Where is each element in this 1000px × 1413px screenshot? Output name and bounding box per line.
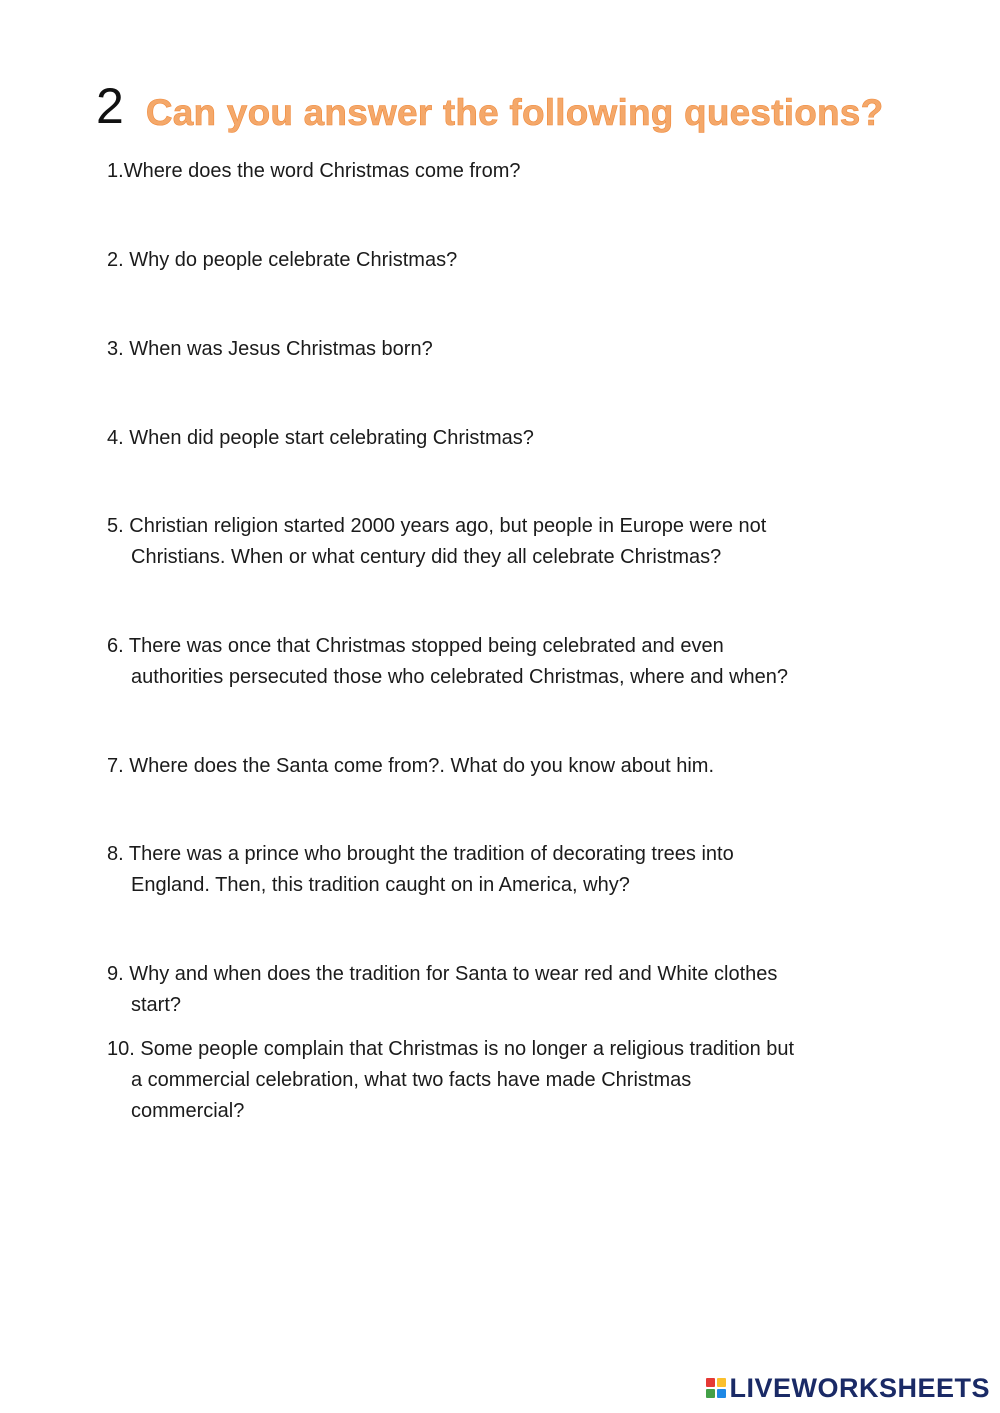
question-text-line-2: a commercial celebration, what two facts have made Christmas xyxy=(131,1069,692,1091)
question-number: 3. xyxy=(107,338,124,360)
question-8 xyxy=(107,839,867,901)
logo-square-yellow xyxy=(717,1378,726,1387)
question-1 xyxy=(107,156,867,187)
question-number: 1. xyxy=(107,160,124,182)
question-number: 7. xyxy=(107,755,124,777)
question-number: 8. xyxy=(107,843,124,865)
question-number: 5. xyxy=(107,515,124,537)
question-text-line-1: There was a prince who brought the tradition of decorating trees into xyxy=(128,843,734,865)
question-6 xyxy=(107,631,867,693)
liveworksheets-logo-icon xyxy=(706,1378,726,1398)
question-text-line-2: England. Then, this tradition caught on in America, why? xyxy=(131,874,630,896)
liveworksheets-watermark xyxy=(706,1373,990,1403)
question-text-line-3: commercial? xyxy=(131,1100,245,1122)
question-3 xyxy=(107,334,867,365)
logo-square-green xyxy=(706,1389,715,1398)
question-text-line-2: start? xyxy=(131,994,182,1016)
logo-square-blue xyxy=(717,1389,726,1398)
section-header xyxy=(96,78,883,138)
question-text-line-2: authorities persecuted those who celebrated Christmas, where and when? xyxy=(131,666,789,688)
question-text: Where does the Santa come from?. What do you know about him. xyxy=(129,755,714,777)
question-5 xyxy=(107,511,867,573)
question-number: 9. xyxy=(107,963,124,985)
question-number: 4. xyxy=(107,427,124,449)
section-number: 2 xyxy=(96,78,124,134)
question-text: Where does the word Christmas come from? xyxy=(123,160,521,182)
question-4 xyxy=(107,423,867,454)
question-text-line-1: Some people complain that Christmas is no longer a religious tradition but xyxy=(140,1038,795,1060)
question-number: 6. xyxy=(107,635,124,657)
question-7 xyxy=(107,751,867,782)
logo-square-red xyxy=(706,1378,715,1387)
section-title: Can you answer the following questions? xyxy=(145,91,884,133)
question-number: 2. xyxy=(107,249,124,271)
question-10 xyxy=(107,1034,867,1127)
question-text-line-1: There was once that Christmas stopped being celebrated and even xyxy=(128,635,724,657)
question-9 xyxy=(107,959,867,1021)
question-text: Why do people celebrate Christmas? xyxy=(129,249,458,271)
question-2 xyxy=(107,245,867,276)
question-text-line-2: Christians. When or what century did they all celebrate Christmas? xyxy=(131,546,722,568)
watermark-text: LIVEWORKSHEETS xyxy=(729,1372,990,1403)
question-number: 10. xyxy=(107,1038,135,1060)
question-text: When did people start celebrating Christmas? xyxy=(129,427,534,449)
question-text-line-1: Why and when does the tradition for Santa to wear red and White clothes xyxy=(129,963,778,985)
question-text-line-1: Christian religion started 2000 years ago, but people in Europe were not xyxy=(129,515,767,537)
question-text: When was Jesus Christmas born? xyxy=(129,338,433,360)
